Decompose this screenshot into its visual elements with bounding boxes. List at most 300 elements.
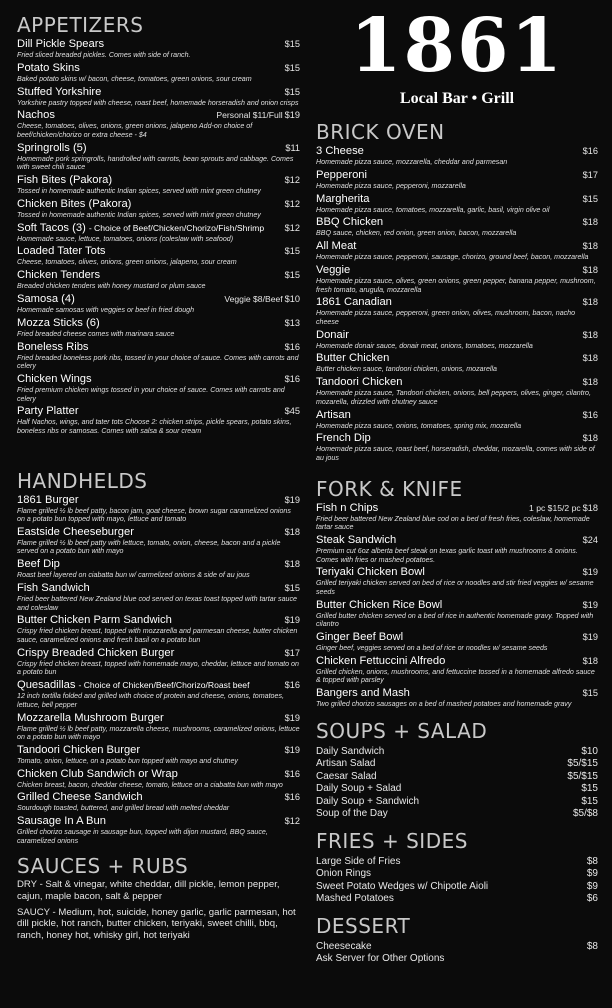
menu-item-price: $15 bbox=[581, 783, 598, 795]
menu-item-description: Half Nachos, wings, and tater tots Choose 2: chicken strips, pickle spears, potato skins, boneless ribs or samosas. Comes with salsa & sour cream bbox=[17, 418, 292, 435]
menu-item-name bbox=[17, 317, 100, 330]
menu-item-row bbox=[17, 62, 300, 75]
menu-item-price-group bbox=[285, 142, 300, 155]
menu-item-row bbox=[17, 791, 300, 804]
menu-item-description: Fried premium chicken wings tossed in your choice of sauce. Comes with carrots and celery bbox=[17, 385, 285, 403]
menu-item bbox=[316, 169, 598, 191]
menu-item-title: Springrolls (5) bbox=[17, 141, 87, 154]
menu-item-price-group bbox=[285, 768, 300, 781]
brand-tagline: Local Bar • Grill bbox=[399, 90, 515, 107]
left-column bbox=[17, 0, 300, 941]
menu-item-name bbox=[316, 534, 396, 547]
menu-item-row bbox=[17, 647, 300, 660]
menu-item-description: Homemade pizza sauce, pepperoni, sausage, chorizo, ground beef, bacon, mozzarella bbox=[316, 253, 589, 262]
menu-item bbox=[316, 893, 598, 906]
menu-item-row bbox=[17, 222, 300, 235]
menu-item-price: $8 bbox=[586, 855, 598, 867]
menu-item bbox=[17, 174, 300, 196]
menu-item-row bbox=[316, 746, 598, 759]
menu-item-price-group bbox=[285, 614, 300, 627]
menu-item bbox=[316, 329, 598, 351]
menu-item-price-group bbox=[583, 687, 598, 700]
menu-item bbox=[316, 758, 598, 771]
menu-item-row bbox=[316, 216, 598, 229]
menu-item-description: Flame grilled ½ lb beef patty, mozzarella cheese, mushrooms, caramelized onions, lettuce on a potato bun with mayo bbox=[17, 724, 300, 742]
menu-item-description: Yorkshire pastry topped with cheese, roast beef, homemade horseradish and onion crisps bbox=[17, 98, 299, 107]
menu-item-title: Sweet Potato Wedges w/ Chipotle Aioli bbox=[316, 880, 489, 892]
menu-item-description: Roast beef layered on ciabatta bun w/ carmelized onions & side of au jous bbox=[17, 571, 250, 580]
menu-item-title: Party Platter bbox=[17, 405, 79, 418]
menu-item-price: $15 bbox=[581, 795, 598, 807]
menu-item-price-group bbox=[529, 502, 598, 515]
menu-item bbox=[17, 198, 300, 220]
menu-item-row bbox=[316, 881, 598, 894]
menu-item-name bbox=[17, 744, 140, 757]
menu-item-name bbox=[316, 193, 369, 206]
menu-item-price-group bbox=[587, 881, 598, 894]
brick-oven-list bbox=[316, 145, 598, 463]
menu-item bbox=[17, 679, 300, 709]
menu-item bbox=[17, 86, 300, 108]
menu-item-price: $16 bbox=[284, 680, 300, 691]
sauces-title: SAUCES + RUBS bbox=[17, 854, 189, 879]
menu-item-title: Caesar Salad bbox=[316, 770, 377, 782]
menu-item-row bbox=[316, 352, 598, 365]
menu-item-name bbox=[316, 329, 349, 342]
menu-item-price-group bbox=[285, 38, 300, 51]
menu-item-option: Veggie $8/Beef bbox=[224, 294, 283, 304]
menu-item-name bbox=[316, 566, 425, 579]
menu-item bbox=[17, 614, 300, 644]
menu-item-name bbox=[17, 174, 112, 187]
menu-item-row bbox=[316, 655, 598, 668]
soups-title: SOUPS + SALAD bbox=[316, 718, 488, 743]
menu-item-row bbox=[316, 409, 598, 422]
menu-item-price: $17 bbox=[582, 169, 598, 180]
menu-item-name bbox=[17, 293, 75, 306]
menu-item-row bbox=[316, 631, 598, 644]
menu-item-price-group bbox=[285, 317, 300, 330]
menu-item-title: Sausage In A Bun bbox=[17, 815, 106, 828]
menu-item-price: $18 bbox=[582, 353, 598, 364]
menu-item-row bbox=[17, 405, 300, 418]
menu-item-row bbox=[316, 432, 598, 445]
menu-item-description: BBQ sauce, chicken, red onion, green onion, bacon, mozzarella bbox=[316, 229, 517, 238]
menu-item-name bbox=[17, 373, 92, 386]
menu-item-price-group bbox=[285, 647, 300, 660]
menu-item-row bbox=[316, 808, 598, 821]
menu-item-price: $9 bbox=[586, 868, 598, 880]
menu-item-price: $5/$8 bbox=[572, 808, 598, 820]
menu-item-title: Soft Tacos (3) bbox=[17, 221, 86, 234]
menu-item bbox=[316, 193, 598, 215]
menu-item-description: Fried beer battered New Zealand blue cod on a bed of fresh fries, coleslaw, homemade tartar sauce bbox=[316, 514, 590, 532]
menu-item-description: Fried breaded boneless pork ribs, tossed in your choice of sauce. Comes with carrots and celery bbox=[17, 353, 299, 371]
menu-item-row bbox=[17, 526, 300, 539]
menu-item-row bbox=[316, 893, 598, 906]
menu-item-row bbox=[17, 142, 300, 155]
menu-item-row bbox=[316, 264, 598, 277]
menu-item-title: Samosa (4) bbox=[17, 293, 75, 305]
menu-item bbox=[316, 264, 598, 294]
menu-item-price: $8 bbox=[586, 940, 598, 952]
menu-item-price: $15 bbox=[582, 193, 598, 204]
menu-item bbox=[17, 647, 300, 677]
menu-item-title: Daily Sandwich bbox=[316, 745, 385, 757]
menu-item-title: Mozzarella Mushroom Burger bbox=[17, 711, 164, 724]
menu-item-title: Mozza Sticks (6) bbox=[17, 316, 100, 329]
menu-item-price-group bbox=[583, 169, 598, 182]
menu-item bbox=[316, 409, 598, 431]
menu-item bbox=[316, 796, 598, 809]
menu-item-row bbox=[17, 109, 300, 122]
menu-item bbox=[17, 269, 300, 291]
menu-item-title: Margherita bbox=[316, 192, 370, 205]
dessert-list bbox=[316, 941, 598, 966]
menu-item-title: Chicken Club Sandwich or Wrap bbox=[17, 767, 178, 780]
menu-item-price: $19 bbox=[284, 615, 300, 626]
menu-item-name bbox=[316, 783, 401, 796]
menu-item bbox=[17, 341, 300, 371]
menu-item-option: Personal $11/Full bbox=[216, 110, 283, 121]
menu-item-price: $18 bbox=[582, 297, 598, 308]
menu-item-price: $12 bbox=[284, 175, 300, 186]
menu-item-price-group bbox=[285, 269, 300, 282]
menu-item-row bbox=[17, 198, 300, 211]
menu-item-price: $19 bbox=[582, 599, 598, 610]
menu-item bbox=[316, 216, 598, 238]
menu-item-row bbox=[17, 38, 300, 51]
menu-item-row bbox=[17, 679, 300, 692]
menu-item-price: $15 bbox=[284, 270, 300, 281]
menu-item-name bbox=[316, 796, 419, 809]
soups-section bbox=[316, 720, 598, 821]
menu-item-name bbox=[17, 86, 101, 99]
menu-item-title: Butter Chicken Parm Sandwich bbox=[17, 614, 172, 627]
menu-item-price-group bbox=[587, 893, 598, 906]
menu-item-price-group bbox=[583, 631, 598, 644]
menu-item-price: $5/$15 bbox=[567, 770, 598, 782]
menu-item-price: $13 bbox=[284, 317, 300, 328]
sauces-saucy: SAUCY - Medium, hot, suicide, honey garlic, garlic parmesan, hot dill pickle, hot ranch, butter chicken, teriyaki, sweet chilli, bbq, ranch, honey hot, whisky girl, hot teriyaki bbox=[17, 906, 296, 941]
menu-item-row bbox=[316, 941, 598, 954]
menu-item-price: $18 bbox=[582, 264, 598, 275]
menu-item-row bbox=[316, 376, 598, 389]
menu-item bbox=[17, 405, 300, 435]
menu-item-name bbox=[316, 169, 367, 182]
menu-item-row bbox=[316, 566, 598, 579]
menu-item-title: Pepperoni bbox=[316, 168, 368, 181]
menu-item-price-group bbox=[583, 145, 598, 158]
menu-item-title: 3 Cheese bbox=[316, 145, 364, 157]
menu-item-title: Soup of the Day bbox=[316, 808, 388, 820]
menu-item-price-group bbox=[583, 655, 598, 668]
menu-item-title: Loaded Tater Tots bbox=[17, 245, 106, 258]
menu-item-description: Two grilled chorizo sausages on a bed of mashed potatoes and homemade gravy bbox=[316, 700, 572, 709]
menu-item-name bbox=[17, 526, 134, 539]
menu-item-price-group bbox=[583, 296, 598, 309]
menu-item-price-group bbox=[587, 856, 598, 869]
menu-item bbox=[17, 494, 300, 524]
menu-item-name bbox=[316, 881, 488, 894]
brand-number: 1861 bbox=[350, 3, 564, 89]
menu-item-title: Nachos bbox=[17, 109, 55, 122]
menu-item-title: Fish Bites (Pakora) bbox=[17, 174, 113, 187]
menu-item bbox=[316, 631, 598, 653]
menu-item-price: $18 bbox=[582, 433, 598, 444]
menu-item-title: Onion Rings bbox=[316, 868, 372, 880]
menu-item-name bbox=[17, 405, 79, 418]
menu-item-row bbox=[17, 494, 300, 507]
handhelds-title: HANDHELDS bbox=[17, 468, 148, 493]
fork-knife-list bbox=[316, 502, 598, 709]
menu-item-row bbox=[17, 712, 300, 725]
menu-item bbox=[17, 245, 300, 267]
sauces-section bbox=[17, 855, 300, 941]
menu-item-description: Breaded chicken tenders with honey mustard or plum sauce bbox=[17, 282, 206, 291]
menu-item bbox=[316, 941, 598, 954]
menu-item-description: Homemade samosas with veggies or beef in fried dough bbox=[17, 306, 195, 314]
menu-item-price: $24 bbox=[582, 534, 598, 545]
menu-item-price-group bbox=[285, 815, 300, 828]
menu-item-title: Butter Chicken bbox=[316, 352, 390, 365]
menu-item-price: $9 bbox=[586, 880, 598, 892]
menu-item-name bbox=[17, 142, 87, 155]
menu-item-title: Chicken Bites (Pakora) bbox=[17, 197, 132, 210]
menu-item-price-group bbox=[285, 791, 300, 804]
menu-item-option: - Choice of Beef/Chicken/Chorizo/Fish/Shrimp bbox=[88, 222, 265, 233]
menu-item-price-group bbox=[583, 432, 598, 445]
menu-item-title: Butter Chicken Rice Bowl bbox=[316, 598, 443, 611]
menu-item-description: Baked potato skins w/ bacon, cheese, tomatoes, green onions, sour cream bbox=[17, 74, 252, 83]
menu-item-title: Ginger Beef Bowl bbox=[316, 631, 404, 644]
menu-item-name bbox=[17, 614, 172, 627]
menu-item-name bbox=[17, 109, 55, 122]
menu-item-price: $18 bbox=[582, 502, 598, 513]
menu-item-title: Dill Pickle Spears bbox=[17, 38, 105, 50]
menu-item-name bbox=[316, 868, 371, 881]
menu-item-description: Homemade pizza sauce, Tandoori chicken, onions, bell peppers, olives, ginger, cilantro, mozarella, drizzled with chutney sauce bbox=[316, 389, 591, 406]
menu-item-price-group bbox=[583, 329, 598, 342]
appetizers-list bbox=[17, 38, 300, 436]
menu-item-price-group bbox=[567, 758, 598, 771]
menu-item bbox=[17, 815, 300, 845]
menu-item-name bbox=[316, 599, 442, 612]
menu-item bbox=[316, 687, 598, 709]
dessert-title: DESSERT bbox=[316, 913, 411, 938]
menu-item-price: $18 bbox=[582, 655, 598, 666]
menu-item-title: Donair bbox=[316, 328, 349, 341]
menu-item-description: Homemade sauce, lettuce, tomatoes, onions (coleslaw with seafood) bbox=[17, 234, 234, 243]
menu-item bbox=[316, 881, 598, 894]
menu-item-price-group bbox=[587, 941, 598, 954]
menu-item-price: $19 bbox=[284, 494, 300, 505]
appetizers-title: APPETIZERS bbox=[17, 13, 144, 37]
menu-item-description: Fried beer battered New Zealand blue cod served on texas toast topped with tartar sauce and coleslaw bbox=[17, 595, 297, 612]
menu-item-title: Daily Soup + Sandwich bbox=[316, 795, 420, 807]
menu-item-price-group bbox=[285, 558, 300, 571]
menu-item-title: Chicken Wings bbox=[17, 372, 92, 385]
menu-item-price-group bbox=[583, 264, 598, 277]
menu-item bbox=[17, 38, 300, 60]
menu-item-price-group bbox=[567, 771, 598, 784]
menu-item-name bbox=[316, 808, 388, 821]
menu-item-price-group bbox=[581, 746, 598, 759]
menu-item-description: Homemade pizza sauce, pepperoni, mozzarella bbox=[316, 181, 466, 190]
brand-logo bbox=[316, 3, 598, 108]
menu-item-price-group bbox=[285, 712, 300, 725]
menu-item bbox=[17, 582, 300, 612]
menu-item-row bbox=[17, 582, 300, 595]
menu-item-price-group bbox=[285, 373, 300, 386]
menu-item-price-group bbox=[583, 409, 598, 422]
menu-item bbox=[316, 376, 598, 406]
menu-item-description: Cheese, tomatoes, olives, onions, green onions, jalapeno, sour cream bbox=[17, 258, 237, 267]
menu-item-row bbox=[17, 86, 300, 99]
menu-item-row bbox=[316, 796, 598, 809]
menu-item-name bbox=[316, 352, 389, 365]
menu-item-description: Ginger beef, veggies served on a bed of rice or noodles w/ sesame seeds bbox=[316, 644, 548, 653]
menu-item-row bbox=[316, 953, 598, 966]
menu-item-title: Boneless Ribs bbox=[17, 340, 89, 353]
menu-item bbox=[316, 599, 598, 629]
menu-item-price: $19 bbox=[582, 567, 598, 578]
menu-item-name bbox=[17, 815, 106, 828]
menu-item-name bbox=[316, 856, 401, 869]
menu-item bbox=[316, 808, 598, 821]
menu-item-price-group bbox=[285, 86, 300, 99]
menu-item-name bbox=[316, 145, 364, 158]
menu-item-name bbox=[316, 216, 383, 229]
menu-item-price: $16 bbox=[284, 768, 300, 779]
menu-item-name bbox=[316, 953, 444, 966]
menu-item-description: Homemade pizza sauce, olives, green onions, green pepper, banana pepper, mushroom, fresh tomato, arugula, mozzarella bbox=[316, 276, 596, 294]
menu-item bbox=[316, 352, 598, 374]
menu-item bbox=[316, 771, 598, 784]
menu-item-title: Tandoori Chicken Burger bbox=[17, 743, 141, 756]
menu-item-name bbox=[17, 222, 264, 235]
menu-item-description: Tossed in homemade authentic Indian spices, served with mint green chutney bbox=[17, 210, 261, 219]
menu-item-price: $19 bbox=[284, 744, 300, 755]
menu-item-description: Sourdough toasted, buttered, and grilled bread with melted cheddar bbox=[17, 804, 230, 813]
menu-item-row bbox=[316, 193, 598, 206]
menu-item-description: Crispy fried chicken breast, topped with mozzarella and parmesan cheese, butter chicken sauce, caramelized onions and fresh basil on a potato bun bbox=[17, 627, 298, 644]
menu-item-row bbox=[316, 783, 598, 796]
menu-item-name bbox=[17, 38, 104, 51]
menu-item-description: Homemade pizza sauce, roast beef, horseradish, cheddar, mozarella, comes with side of au jous bbox=[316, 445, 595, 462]
menu-item-name bbox=[17, 647, 174, 660]
menu-item-description: Fried sliced breaded pickles. Comes with side of ranch. bbox=[17, 51, 191, 59]
menu-item-price: $10 bbox=[581, 745, 598, 757]
menu-item-description: Tossed in homemade authentic Indian spices, served with mint green chutney bbox=[17, 187, 261, 196]
menu-item-title: 1861 Canadian bbox=[316, 296, 392, 309]
menu-item-description: Homemade pizza sauce, tomatoes, mozzarella, garlic, basil, virgin olive oil bbox=[316, 205, 550, 214]
right-column bbox=[316, 121, 598, 966]
menu-item-description: Butter chicken sauce, tandoori chicken, onions, mozarella bbox=[316, 365, 497, 374]
brick-oven-title: BRICK OVEN bbox=[316, 120, 445, 144]
menu-item bbox=[17, 109, 300, 139]
menu-item bbox=[316, 240, 598, 262]
menu-item-description: Flame grilled ½ lb beef patty with lettuce, tomato, onion, cheese, bacon and a pickle served on a potato bun with mayo bbox=[17, 538, 281, 556]
menu-item-name bbox=[316, 655, 445, 668]
fries-section bbox=[316, 830, 598, 906]
menu-item-description: Grilled teriyaki chicken served on bed of rice or noodles and stir fried veggies w/ sesame seeds bbox=[316, 579, 594, 596]
menu-item bbox=[316, 534, 598, 564]
fries-list bbox=[316, 856, 598, 906]
menu-item-price: $12 bbox=[284, 222, 300, 233]
menu-item-price: $15 bbox=[284, 86, 300, 97]
appetizers-section bbox=[17, 14, 300, 436]
menu-item bbox=[17, 526, 300, 556]
menu-item-description: Homemade pizza sauce, pepperoni, green onion, olives, mushroom, bacon, nacho cheese bbox=[316, 309, 576, 326]
menu-item-price: $12 bbox=[284, 198, 300, 209]
menu-item-name bbox=[17, 269, 100, 282]
menu-item-name bbox=[17, 582, 90, 595]
menu-item-name bbox=[17, 558, 60, 571]
menu-item-row bbox=[316, 758, 598, 771]
menu-item-row bbox=[316, 771, 598, 784]
menu-item bbox=[316, 145, 598, 167]
menu-item-name bbox=[17, 494, 79, 507]
menu-item-title: Grilled Cheese Sandwich bbox=[17, 791, 143, 804]
menu-item-price: $16 bbox=[582, 409, 598, 420]
menu-item-price-group bbox=[285, 198, 300, 211]
menu-item-description: Grilled butter chicken served on a bed of rice in authentic homemade gravy. Topped with cilantro bbox=[316, 611, 594, 629]
menu-item-title: Chicken Tenders bbox=[17, 269, 101, 282]
menu-item bbox=[17, 293, 300, 315]
menu-item bbox=[316, 296, 598, 326]
menu-item-title: Steak Sandwich bbox=[316, 533, 397, 546]
menu-item-row bbox=[316, 599, 598, 612]
menu-item bbox=[17, 712, 300, 742]
menu-item-name bbox=[316, 296, 392, 309]
menu-item-price-group bbox=[583, 534, 598, 547]
menu-item-price: $18 bbox=[582, 217, 598, 228]
menu-item-price: $6 bbox=[586, 893, 598, 905]
fries-title: FRIES + SIDES bbox=[316, 828, 468, 853]
menu-item-price-group bbox=[583, 240, 598, 253]
menu-item-title: Daily Soup + Salad bbox=[316, 783, 402, 795]
menu-item-name bbox=[316, 941, 372, 954]
menu-item-description: Homemade pizza sauce, onions, tomatoes, spring mix, mozarella bbox=[316, 421, 522, 430]
menu-item-name bbox=[316, 264, 350, 277]
menu-item-description: Homemade pork springrolls, handrolled with carrots, bean sprouts and cabbage. Comes with sweet chili sauce bbox=[17, 154, 294, 172]
menu-item-price: $15 bbox=[284, 39, 300, 49]
menu-item-title: Fish Sandwich bbox=[17, 582, 90, 595]
menu-item-price: $18 bbox=[582, 329, 598, 340]
menu-item-title: Stuffed Yorkshire bbox=[17, 85, 102, 98]
menu-item bbox=[316, 856, 598, 869]
menu-item-row bbox=[17, 558, 300, 571]
menu-item-price-group bbox=[285, 62, 300, 75]
menu-item-description: Cheese, tomatoes, olives, onions, green onions, jalapeno Add-on choice of beef/chicken/chorizo or extra cheese - $4 bbox=[17, 122, 253, 139]
menu-item bbox=[17, 791, 300, 813]
menu-item-row bbox=[17, 317, 300, 330]
handhelds-list bbox=[17, 494, 300, 846]
menu-item bbox=[17, 62, 300, 84]
menu-item-row bbox=[316, 856, 598, 869]
soups-list bbox=[316, 746, 598, 821]
menu-item-name bbox=[316, 893, 394, 906]
menu-item-row bbox=[17, 614, 300, 627]
menu-item bbox=[316, 502, 598, 532]
menu-item-title: Veggie bbox=[316, 263, 351, 276]
menu-item-price: $45 bbox=[284, 406, 300, 417]
menu-item-price-group bbox=[285, 526, 300, 539]
menu-item-name bbox=[316, 746, 384, 759]
menu-item bbox=[316, 566, 598, 596]
menu-item-row bbox=[316, 240, 598, 253]
